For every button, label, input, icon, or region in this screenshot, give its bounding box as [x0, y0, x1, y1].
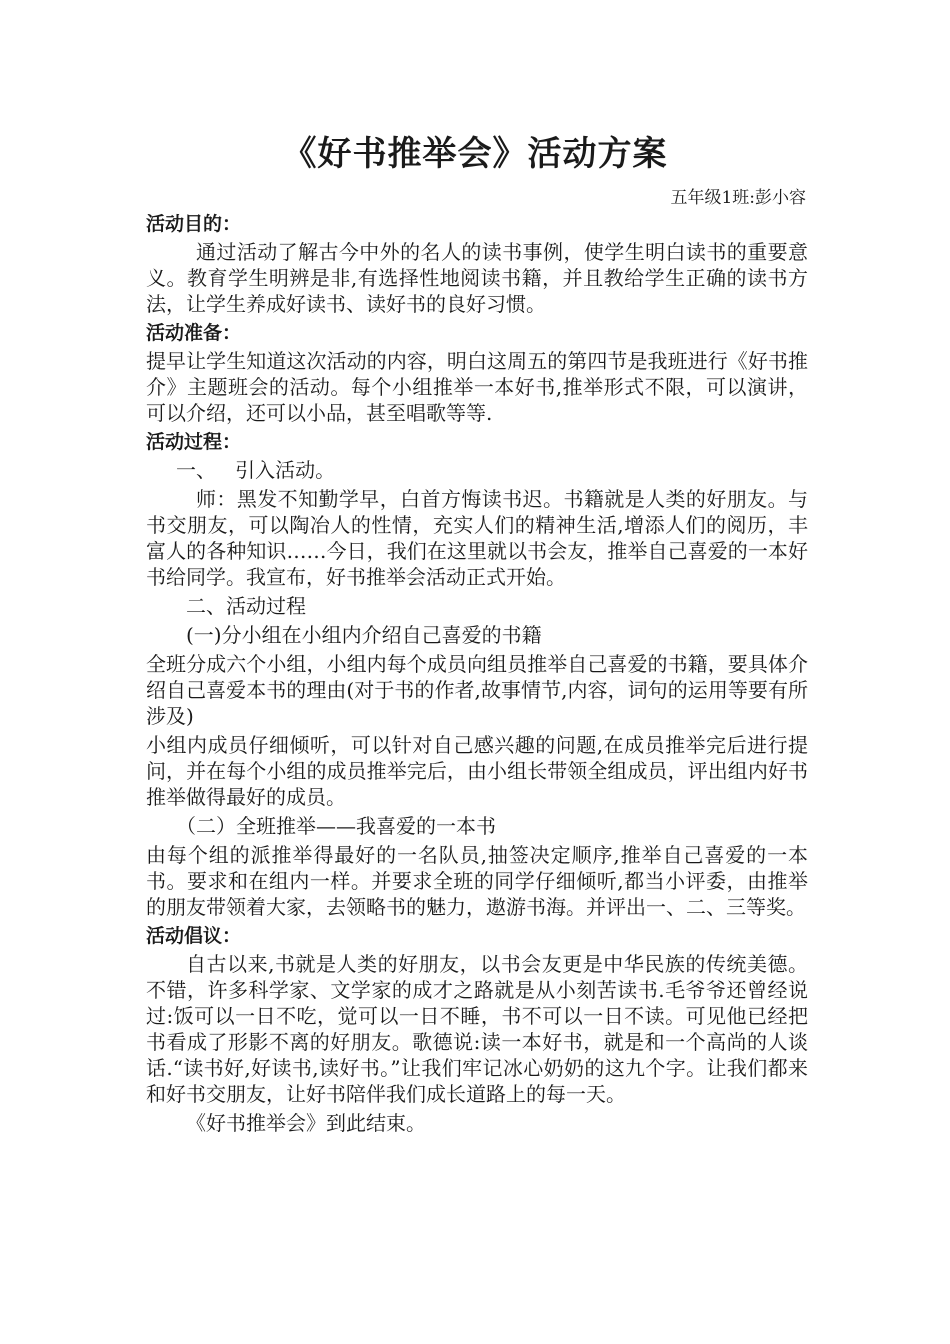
- closing-text: 《好书推举会》到此结束。: [186, 1111, 426, 1135]
- proposal-text: 自古以来,书就是人类的好朋友，以书会友更是中华民族的传统美德。不错，许多科学家、文学家的成才之路就是从小刻苦读书.毛爷爷还曾经说过:饭可以一日不吃，觉可以一日不睡，书不可以一日不读。可见他已经把书看成了形影不离的好朋友。歌德说:读一本好书，就是和一个高尚的人谈话.“读书好,好读书,读好书。”让我们牢记冰心奶奶的这九个字。让我们都来和好书交朋友，让好书陪伴我们成长道路上的每一天。: [146, 952, 808, 1106]
- process-heading: 活动过程：: [146, 431, 242, 453]
- sub1-title: (一)分小组在小组内介绍自己喜爱的书籍: [186, 623, 542, 647]
- preparation-heading: 活动准备：: [146, 322, 242, 344]
- author-line: 五年级1班:彭小容: [670, 188, 806, 208]
- sub2-title: （二）全班推举——我喜爱的一本书: [176, 814, 496, 838]
- step2-title: 二、活动过程: [186, 594, 306, 618]
- document-body: [146, 208, 808, 1139]
- preparation-text: 提早让学生知道这次活动的内容，明白这周五的第四节是我班进行《好书推介》主题班会的活动。每个小组推举一本好书,推举形式不限，可以演讲，可以介绍，还可以小品，甚至唱歌等等.: [146, 349, 808, 425]
- proposal-heading: 活动倡议：: [146, 925, 242, 947]
- sub1-paragraph-1: 全班分成六个小组，小组内每个成员向组员推举自己喜爱的书籍，要具体介绍自己喜爱本书的理由(对于书的作者,故事情节,内容，词句的运用等要有所涉及): [146, 652, 808, 728]
- sub1-paragraph-2: 小组内成员仔细倾听，可以针对自己感兴趣的问题,在成员推举完后进行提问，并在每个小组的成员推举完后，由小组长带领全组成员，评出组内好书推举做得最好的成员。: [146, 733, 808, 809]
- purpose-heading: 活动目的：: [146, 213, 242, 235]
- step1-title: 一、 引入活动。: [176, 458, 336, 482]
- purpose-text: 通过活动了解古今中外的名人的读书事例，使学生明白读书的重要意义。教育学生明辨是非,有选择性地阅读书籍，并且教给学生正确的读书方法，让学生养成好读书、读好书的良好习惯。: [146, 240, 808, 316]
- sub2-paragraph-1: 由每个组的派推举得最好的一名队员,抽签决定顺序,推举自己喜爱的一本书。要求和在组内一样。并要求全班的同学仔细倾听,都当小评委，由推举的朋友带领着大家，去领略书的魅力，遨游书海。并评出一、二、三等奖。: [146, 843, 808, 919]
- step1-text: 师：黑发不知勤学早，白首方悔读书迟。书籍就是人类的好朋友。与书交朋友，可以陶冶人的性情，充实人们的精神生活,增添人们的阅历，丰富人的各种知识……今日，我们在这里就以书会友，推举自己喜爱的一本好书给同学。我宣布，好书推举会活动正式开始。: [146, 487, 808, 589]
- document-title: 《好书推举会》活动方案: [282, 134, 668, 174]
